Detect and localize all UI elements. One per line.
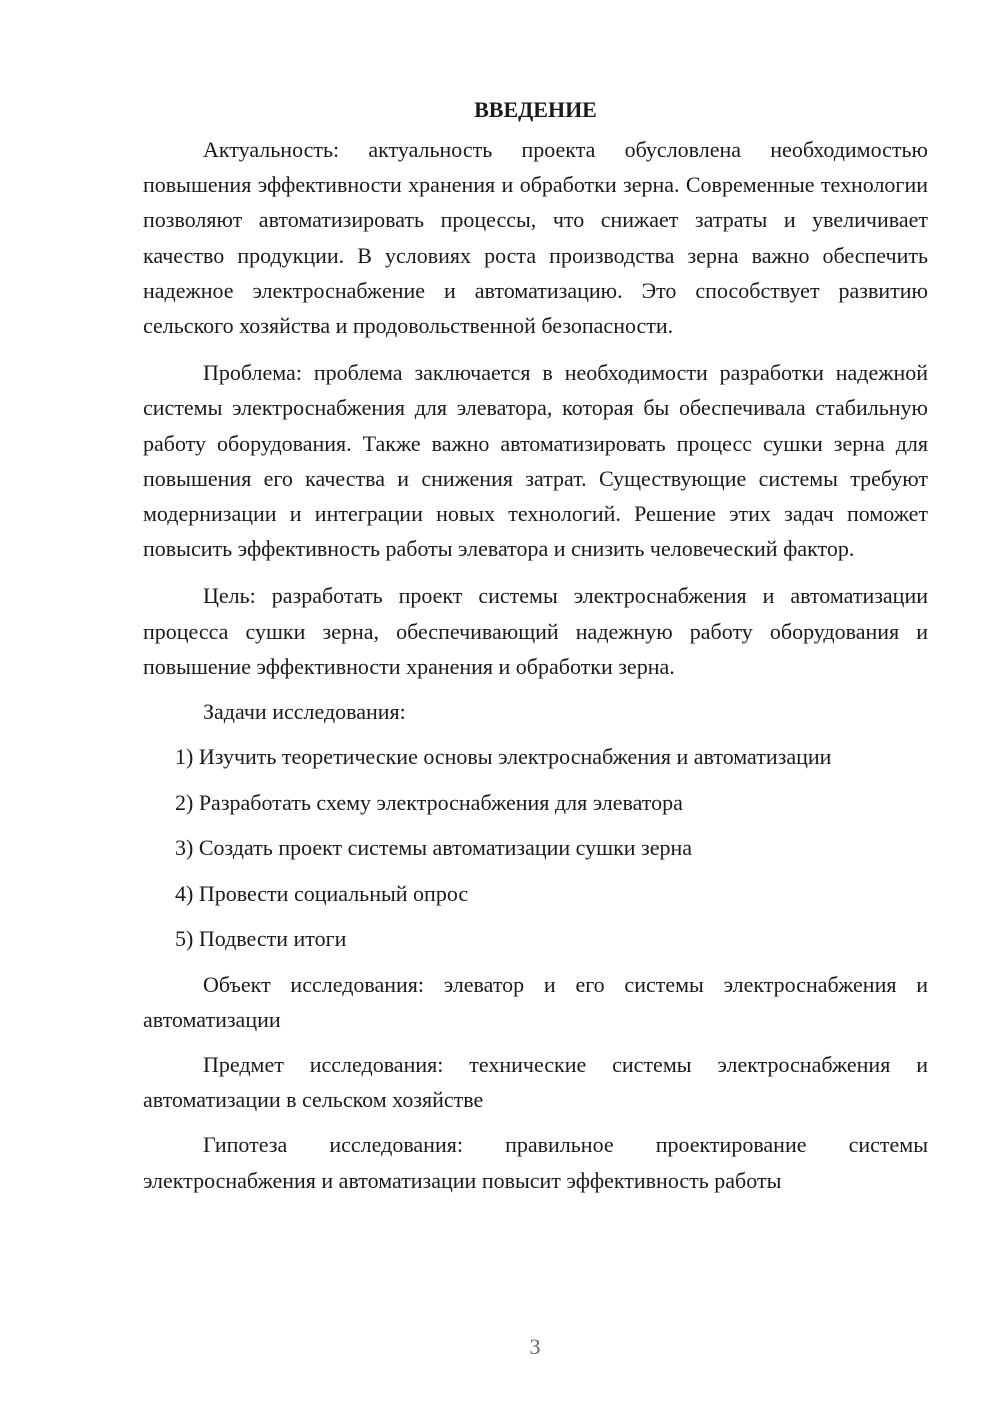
- document-page: [143, 92, 928, 1208]
- subject-paragraph: Предмет исследования: технические системы электроснабжения и автоматизации в сельском хозяйстве: [143, 1051, 928, 1113]
- object-paragraph: Объект исследования: элеватор и его системы электроснабжения и автоматизации: [143, 971, 928, 1032]
- task-item-5: 5) Подвести итоги: [175, 926, 347, 952]
- relevance-paragraph: Актуальность: актуальность проекта обусловлена необходимостью повышения эффективности хранения и обработки зерна. Современные технологии позволяют автоматизировать процессы, что снижает затраты и увеличивает качество продукции. В условиях роста производства зерна важно обеспечить надежное электроснабжение и автоматизацию. Это способствует развитию сельского хозяйства и продовольственной безопасности.: [143, 137, 928, 339]
- task-item-1: 1) Изучить теоретические основы электроснабжения и автоматизации: [175, 744, 832, 770]
- hypothesis-paragraph: Гипотеза исследования: правильное проектирование системы электроснабжения и автоматизации повысит эффективность работы: [143, 1132, 928, 1193]
- page-title: ВВЕДЕНИЕ: [474, 97, 597, 122]
- task-item-2: 2) Разработать схему электроснабжения для элеватора: [175, 789, 683, 815]
- problem-paragraph: Проблема: проблема заключается в необходимости разработки надежной системы электроснабжения для элеватора, которая бы обеспечивала стабильную работу оборудования. Также важно автоматизировать процесс сушки зерна для повышения его качества и снижения затрат. Существующие системы требуют модернизации и интеграции новых технологий. Решение этих задач поможет повысить эффективность работы элеватора и снизить человеческий фактор.: [143, 360, 928, 562]
- tasks-heading: Задачи исследования:: [203, 699, 406, 725]
- page-number: 3: [529, 1334, 541, 1359]
- tasks-list: [143, 739, 928, 956]
- task-item-3: 3) Создать проект системы автоматизации сушки зерна: [175, 835, 693, 861]
- goal-paragraph: Цель: разработать проект системы электроснабжения и автоматизации процесса сушки зерна, обеспечивающий надежную работу оборудования и повышение эффективности хранения и обработки зерна.: [143, 583, 928, 679]
- task-item-4: 4) Провести социальный опрос: [175, 880, 469, 906]
